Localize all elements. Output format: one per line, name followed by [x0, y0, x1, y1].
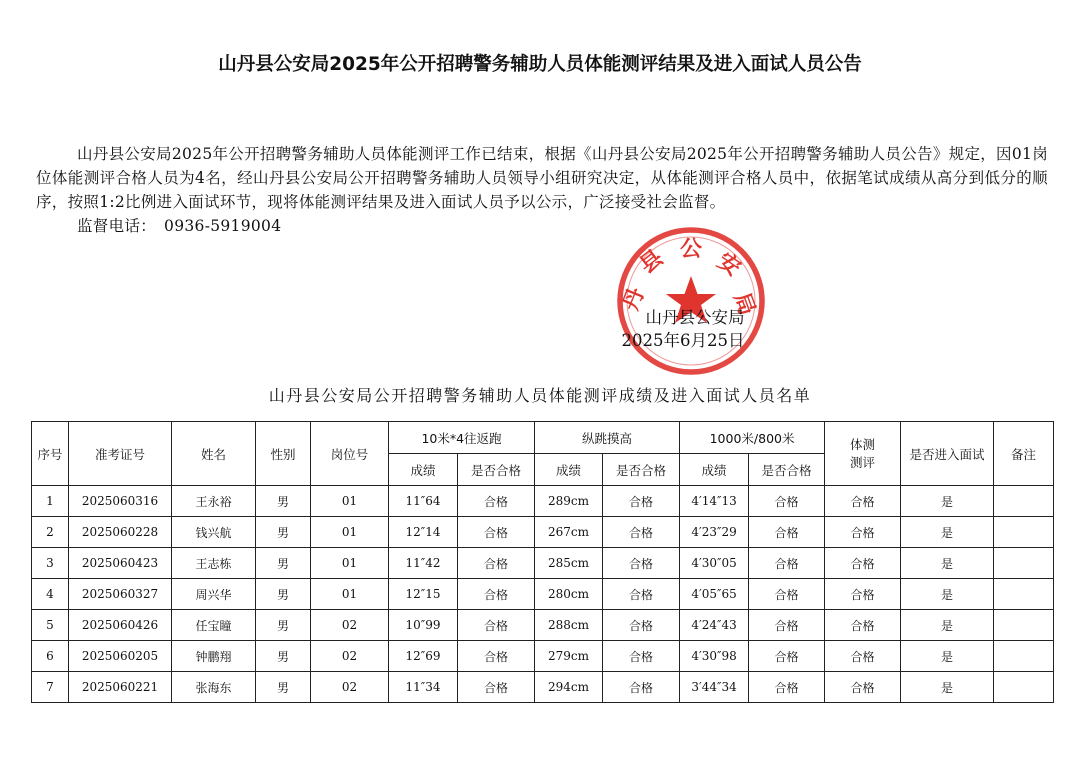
svg-text:丹: 丹 [618, 284, 650, 315]
cell-name: 周兴华 [172, 579, 256, 610]
cell-run-pass: 合格 [458, 517, 535, 548]
cell-exam-no: 2025060316 [69, 486, 172, 517]
cell-note [994, 548, 1054, 579]
signature-org: 山丹县公安局 [645, 308, 745, 327]
cell-jump-pass: 合格 [603, 672, 680, 703]
header-jump-pass: 是否合格 [603, 454, 680, 486]
cell-run-pass: 合格 [458, 486, 535, 517]
header-post: 岗位号 [311, 422, 389, 486]
cell-exam-no: 2025060221 [69, 672, 172, 703]
cell-name: 钱兴航 [172, 517, 256, 548]
cell-run-pass: 合格 [458, 672, 535, 703]
svg-text:县: 县 [635, 245, 669, 279]
cell-run-pass: 合格 [458, 548, 535, 579]
cell-post: 01 [311, 486, 389, 517]
cell-long-run-score: 3′44″34 [680, 672, 749, 703]
table-body [32, 486, 1054, 703]
cell-jump-pass: 合格 [603, 610, 680, 641]
cell-note [994, 672, 1054, 703]
table-row [32, 610, 1054, 641]
cell-fitness: 合格 [825, 579, 901, 610]
cell-gender: 男 [256, 548, 311, 579]
cell-seq: 7 [32, 672, 69, 703]
cell-name: 王志栋 [172, 548, 256, 579]
header-jump: 纵跳摸高 [535, 422, 680, 454]
signature-date: 2025年6月25日 [621, 331, 745, 350]
cell-jump-score: 279cm [535, 641, 603, 672]
cell-long-run-score: 4′24″43 [680, 610, 749, 641]
announcement-paragraph: 山丹县公安局2025年公开招聘警务辅助人员体能测评工作已结束，根据《山丹县公安局2025年公开招聘警务辅助人员公告》规定，因01岗位体能测评合格人员为4名，经山丹县公安局公开招聘警务辅助人员领导小组研究决定，从体能测评合格人员中，依据笔试成绩从高分到低分的顺序，按照1:2比例进入面试环节，现将体能测评结果及进入面试人员予以公示，广泛接受社会监督。 [36, 145, 1048, 211]
cell-long-run-pass: 合格 [749, 610, 825, 641]
cell-post: 02 [311, 672, 389, 703]
table-row [32, 579, 1054, 610]
cell-note [994, 641, 1054, 672]
header-interview: 是否进入面试 [901, 422, 994, 486]
header-long-run-score: 成绩 [680, 454, 749, 486]
cell-exam-no: 2025060423 [69, 548, 172, 579]
cell-note [994, 579, 1054, 610]
cell-long-run-score: 4′05″65 [680, 579, 749, 610]
table-row [32, 641, 1054, 672]
svg-text:安: 安 [712, 248, 745, 282]
cell-interview: 是 [901, 517, 994, 548]
cell-fitness: 合格 [825, 641, 901, 672]
cell-seq: 6 [32, 641, 69, 672]
cell-interview: 是 [901, 579, 994, 610]
cell-jump-score: 289cm [535, 486, 603, 517]
cell-gender: 男 [256, 641, 311, 672]
table-row [32, 548, 1054, 579]
cell-long-run-pass: 合格 [749, 672, 825, 703]
cell-note [994, 517, 1054, 548]
cell-seq: 4 [32, 579, 69, 610]
header-long-run-pass: 是否合格 [749, 454, 825, 486]
cell-gender: 男 [256, 486, 311, 517]
cell-fitness: 合格 [825, 517, 901, 548]
announcement-body [36, 142, 1048, 238]
cell-gender: 男 [256, 672, 311, 703]
document-title: 山丹县公安局2025年公开招聘警务辅助人员体能测评结果及进入面试人员公告 [218, 54, 862, 75]
cell-run-pass: 合格 [458, 641, 535, 672]
cell-run-score: 10″99 [389, 610, 458, 641]
cell-run-pass: 合格 [458, 610, 535, 641]
cell-note [994, 610, 1054, 641]
cell-long-run-score: 4′30″98 [680, 641, 749, 672]
cell-fitness: 合格 [825, 548, 901, 579]
cell-run-score: 11″64 [389, 486, 458, 517]
cell-name: 钟鹏翔 [172, 641, 256, 672]
cell-name: 张海东 [172, 672, 256, 703]
cell-run-score: 11″42 [389, 548, 458, 579]
cell-jump-pass: 合格 [603, 579, 680, 610]
table-row [32, 517, 1054, 548]
cell-exam-no: 2025060426 [69, 610, 172, 641]
cell-run-score: 12″14 [389, 517, 458, 548]
header-gender: 性别 [256, 422, 311, 486]
cell-exam-no: 2025060228 [69, 517, 172, 548]
header-run-pass: 是否合格 [458, 454, 535, 486]
header-long-run: 1000米/800米 [680, 422, 825, 454]
cell-jump-pass: 合格 [603, 548, 680, 579]
cell-post: 01 [311, 517, 389, 548]
cell-jump-pass: 合格 [603, 641, 680, 672]
cell-long-run-score: 4′14″13 [680, 486, 749, 517]
cell-long-run-score: 4′30″05 [680, 548, 749, 579]
header-jump-score: 成绩 [535, 454, 603, 486]
cell-long-run-pass: 合格 [749, 486, 825, 517]
cell-gender: 男 [256, 517, 311, 548]
cell-note [994, 486, 1054, 517]
cell-run-score: 11″34 [389, 672, 458, 703]
cell-fitness: 合格 [825, 610, 901, 641]
cell-exam-no: 2025060327 [69, 579, 172, 610]
cell-jump-pass: 合格 [603, 486, 680, 517]
cell-long-run-pass: 合格 [749, 548, 825, 579]
cell-run-score: 12″15 [389, 579, 458, 610]
cell-jump-pass: 合格 [603, 517, 680, 548]
cell-jump-score: 294cm [535, 672, 603, 703]
cell-jump-score: 267cm [535, 517, 603, 548]
cell-jump-score: 288cm [535, 610, 603, 641]
supervision-phone: 监督电话： 0936-5919004 [77, 217, 282, 235]
table-row [32, 486, 1054, 517]
cell-interview: 是 [901, 672, 994, 703]
cell-gender: 男 [256, 579, 311, 610]
cell-exam-no: 2025060205 [69, 641, 172, 672]
cell-name: 任宝瞳 [172, 610, 256, 641]
cell-long-run-pass: 合格 [749, 517, 825, 548]
header-run-score: 成绩 [389, 454, 458, 486]
header-name: 姓名 [172, 422, 256, 486]
cell-seq: 5 [32, 610, 69, 641]
header-seq: 序号 [32, 422, 69, 486]
table-row [32, 672, 1054, 703]
cell-name: 王永裕 [172, 486, 256, 517]
cell-post: 02 [311, 610, 389, 641]
cell-seq: 3 [32, 548, 69, 579]
cell-interview: 是 [901, 610, 994, 641]
cell-long-run-score: 4′23″29 [680, 517, 749, 548]
cell-long-run-pass: 合格 [749, 641, 825, 672]
cell-post: 01 [311, 548, 389, 579]
header-note: 备注 [994, 422, 1054, 486]
svg-text:局: 局 [728, 289, 760, 319]
header-exam-no: 准考证号 [69, 422, 172, 486]
official-seal-icon [616, 226, 766, 376]
cell-run-score: 12″69 [389, 641, 458, 672]
cell-seq: 1 [32, 486, 69, 517]
cell-jump-score: 285cm [535, 548, 603, 579]
cell-fitness: 合格 [825, 486, 901, 517]
results-table [31, 421, 1054, 703]
cell-jump-score: 280cm [535, 579, 603, 610]
cell-interview: 是 [901, 548, 994, 579]
cell-gender: 男 [256, 610, 311, 641]
cell-interview: 是 [901, 486, 994, 517]
cell-run-pass: 合格 [458, 579, 535, 610]
cell-post: 02 [311, 641, 389, 672]
cell-seq: 2 [32, 517, 69, 548]
svg-text:公: 公 [680, 237, 703, 262]
cell-post: 01 [311, 579, 389, 610]
header-run: 10米*4往返跑 [389, 422, 535, 454]
cell-long-run-pass: 合格 [749, 579, 825, 610]
table-caption: 山丹县公安局公开招聘警务辅助人员体能测评成绩及进入面试人员名单 [268, 386, 812, 405]
cell-fitness: 合格 [825, 672, 901, 703]
cell-interview: 是 [901, 641, 994, 672]
header-fitness: 体测 测评 [825, 422, 901, 486]
